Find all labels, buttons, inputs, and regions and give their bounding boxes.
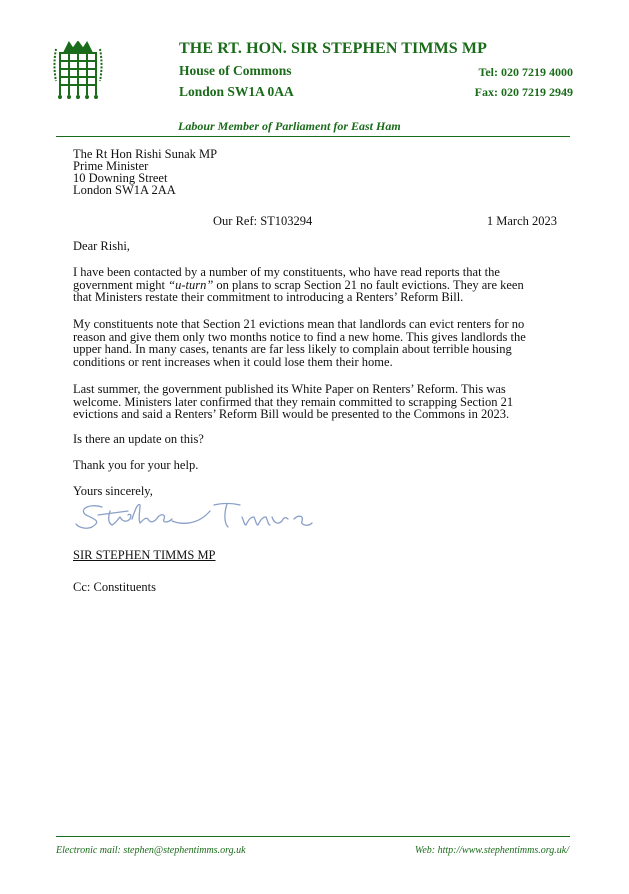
party-tagline: Labour Member of Parliament for East Ham: [178, 119, 401, 133]
telephone-number: Tel: 020 7219 4000: [478, 65, 573, 79]
signatory-name: SIR STEPHEN TIMMS MP: [73, 548, 216, 562]
u-turn-emphasis: “u-turn”: [168, 277, 214, 292]
header-rule: [56, 136, 570, 137]
cc-line: Cc: Constituents: [73, 580, 156, 594]
recipient-line: 10 Downing Street: [73, 171, 168, 185]
paragraph-2: My constituents note that Section 21 evictions mean that landlords can evict renters for no reason and give them only two months notice to find a new home. This gives landlords the upper hand. In many cases, tenants are far less likely to complain about terrible housing conditions or rent increases when it could lose them their home.: [73, 317, 526, 369]
recipient-line: Prime Minister: [73, 159, 149, 173]
paragraph-3: Last summer, the government published its White Paper on Renters’ Reform. This was welcome. Ministers later confirmed that they remain committed to scrapping Section 21 evictions and said a Renters’ Reform Bill would be presented to the Commons in 2023.: [73, 382, 514, 421]
recipient-line: London SW1A 2AA: [73, 183, 176, 197]
closing: Yours sincerely,: [73, 484, 153, 498]
footer-website: Web: http://www.stephentimms.org.uk/: [414, 845, 569, 856]
mp-name-heading: THE RT. HON. SIR STEPHEN TIMMS MP: [179, 40, 487, 57]
paragraph-4: Is there an update on this?: [73, 432, 204, 446]
our-reference: Our Ref: ST103294: [213, 214, 313, 228]
portcullis-icon: [53, 41, 103, 101]
salutation: Dear Rishi,: [73, 239, 130, 253]
letter-date: 1 March 2023: [486, 214, 557, 228]
footer-email: Electronic mail: stephen@stephentimms.org.uk: [56, 845, 246, 856]
paragraph-1-text-cont: on plans to scrap Section 21 no fault evictions. They are keen that Ministers restate their commitment to introducing a Renters’ Reform Bill.: [73, 277, 524, 304]
paragraph-1-text: I have been contacted by a number of my constituents, who have read reports that the government might: [73, 265, 500, 292]
recipient-line: The Rt Hon Rishi Sunak MP: [73, 147, 218, 161]
recipient-address: [73, 148, 217, 196]
footer-rule: [56, 836, 570, 837]
handwritten-signature: [72, 497, 317, 537]
fax-number: Fax: 020 7219 2949: [474, 85, 573, 99]
paragraph-1: [73, 266, 543, 304]
paragraph-5: Thank you for your help.: [73, 458, 199, 472]
house-of-commons: House of Commons: [179, 63, 292, 78]
letterhead-address: London SW1A 0AA: [179, 84, 294, 99]
